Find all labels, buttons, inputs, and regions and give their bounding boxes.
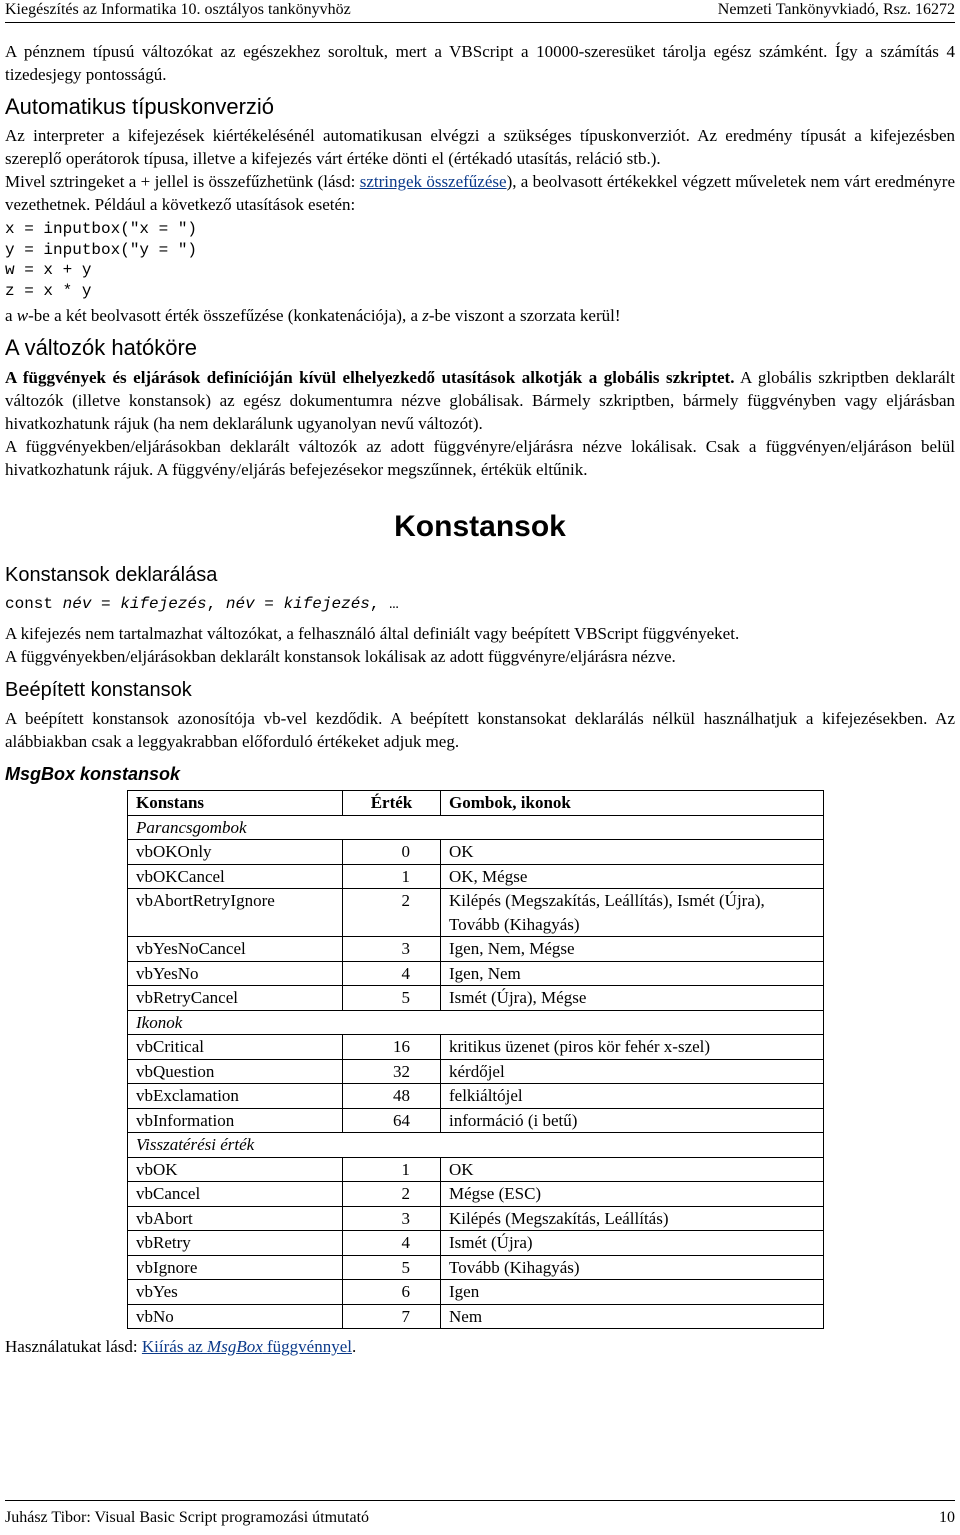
code-placeholder: kifejezés <box>283 595 370 613</box>
link-msgbox[interactable] <box>142 1337 352 1356</box>
constant-name-cell: vbOKOnly <box>128 840 343 865</box>
table-row <box>128 961 824 986</box>
scope-paragraph-1 <box>5 366 955 435</box>
constant-name-cell: vbCancel <box>128 1182 343 1207</box>
constant-name-cell: vbYesNo <box>128 961 343 986</box>
section-title-decl: Konstansok deklarálása <box>5 564 218 586</box>
section-title-auto: Automatikus típuskonverzió <box>5 94 275 119</box>
constant-name-cell: vbAbort <box>128 1206 343 1231</box>
constant-name-cell: vbQuestion <box>128 1059 343 1084</box>
link-text[interactable]: Kiírás az <box>141 1337 208 1356</box>
constant-name-cell: vbCritical <box>128 1035 343 1060</box>
constant-value-cell: 1 <box>343 1157 441 1182</box>
table-group-row <box>128 1133 824 1158</box>
note-var-z: z <box>422 306 429 325</box>
usage-text: Használatukat lásd: <box>5 1337 142 1356</box>
auto-p2-text-end: ), a beolvasott értékekkel végzett műveletek nem várt eredményre vezethetnek. Például a következő utasítások esetén: <box>5 172 955 214</box>
code-line: x = inputbox("x = ") <box>5 220 198 238</box>
constant-desc-cell: OK <box>441 1157 824 1182</box>
table-row <box>128 1182 824 1207</box>
constant-value-cell: 48 <box>343 1084 441 1109</box>
constant-desc-cell: Ismét (Újra) <box>441 1231 824 1256</box>
table-group-row <box>128 815 824 840</box>
constant-value-cell: 32 <box>343 1059 441 1084</box>
code-keyword: const <box>5 595 63 613</box>
constant-value-cell: 16 <box>343 1035 441 1060</box>
table-row <box>128 889 824 937</box>
usage-line <box>5 1335 955 1358</box>
table-row <box>128 1206 824 1231</box>
constant-desc-cell: Kilépés (Megszakítás, Leállítás), Ismét (Újra), Tovább (Kihagyás) <box>441 889 824 937</box>
section-title-builtin: Beépített konstansok <box>5 679 192 701</box>
note-var-w: w <box>16 306 29 325</box>
table-header-cell: Konstans <box>128 791 343 816</box>
table-group-label: Parancsgombok <box>128 815 824 840</box>
auto-p2-text: Mivel sztringeket a + jellel is összefűzhetünk (lásd: <box>5 172 360 191</box>
table-row <box>128 1255 824 1280</box>
footer-left: Juhász Tibor: Visual Basic Script programozási útmutató <box>5 1509 370 1526</box>
table-row <box>128 986 824 1011</box>
code-block <box>5 219 955 301</box>
constant-value-cell: 1 <box>343 864 441 889</box>
page-content <box>5 40 955 1358</box>
table-row <box>128 1280 824 1305</box>
constant-desc-cell: Ismét (Újra), Mégse <box>441 986 824 1011</box>
constant-value-cell: 4 <box>343 961 441 986</box>
constant-value-cell: 2 <box>343 889 441 937</box>
msgbox-title: MsgBox konstansok <box>5 764 181 784</box>
scope-bold: A függvények és eljárások definícióján kívül elhelyezkedő utasítások alkotják a globális szkriptet. <box>5 368 735 387</box>
table-row <box>128 937 824 962</box>
usage-text: . <box>352 1337 357 1356</box>
constant-name-cell: vbIgnore <box>128 1255 343 1280</box>
link-text-italic[interactable]: MsgBox <box>207 1337 263 1356</box>
intro-paragraph: A pénznem típusú változókat az egészekhez soroltuk, mert a VBScript a 10000-szeresüket tárolja egész számként. Így a számítás 4 tizedesjegy pontosságú. <box>5 42 955 84</box>
table-row <box>128 840 824 865</box>
table-group-label: Ikonok <box>128 1010 824 1035</box>
constant-name-cell: vbInformation <box>128 1108 343 1133</box>
table-row <box>128 864 824 889</box>
constant-value-cell: 7 <box>343 1304 441 1329</box>
constant-name-cell: vbYes <box>128 1280 343 1305</box>
code-text: , … <box>369 595 399 613</box>
constant-name-cell: vbAbortRetryIgnore <box>128 889 343 937</box>
constant-value-cell: 5 <box>343 986 441 1011</box>
constant-desc-cell: információ (i betű) <box>441 1108 824 1133</box>
constant-desc-cell: kritikus üzenet (piros kör fehér x-szel) <box>441 1035 824 1060</box>
code-text: , <box>206 595 226 613</box>
constant-value-cell: 4 <box>343 1231 441 1256</box>
note-text: a <box>5 306 17 325</box>
table-row <box>128 1059 824 1084</box>
section-title-scope: A változók hatóköre <box>5 335 198 360</box>
code-line: z = x * y <box>5 281 92 300</box>
table-header-cell: Érték <box>343 791 441 816</box>
constant-name-cell: vbNo <box>128 1304 343 1329</box>
constant-value-cell: 3 <box>343 937 441 962</box>
code-placeholder: név <box>225 595 255 613</box>
constant-desc-cell: Igen, Nem, Mégse <box>441 937 824 962</box>
table-row <box>128 1304 824 1329</box>
constant-desc-cell: kérdőjel <box>441 1059 824 1084</box>
constant-desc-cell: felkiáltójel <box>441 1084 824 1109</box>
decl-paragraph-1: A kifejezés nem tartalmazhat változókat, a felhasználó által definiált vagy beépített VBScript függvényeket. <box>5 624 740 643</box>
constant-name-cell: vbRetryCancel <box>128 986 343 1011</box>
table-row <box>128 1035 824 1060</box>
auto-note <box>5 304 955 327</box>
constant-name-cell: vbOKCancel <box>128 864 343 889</box>
code-line: w = x + y <box>5 261 92 279</box>
table-row <box>128 1084 824 1109</box>
code-placeholder: kifejezés <box>120 595 207 613</box>
scope-paragraph-2: A függvényekben/eljárásokban deklarált változók az adott függvényre/eljárásra nézve lokálisak. Csak a függvényen/eljáráson belül hivatkozhatunk rájuk. A függvény/eljárás befejezésekor megszűnnek, értékük eltűnik. <box>5 437 955 479</box>
link-string-concat[interactable]: sztringek összefűzése <box>359 172 507 191</box>
table-row <box>128 1157 824 1182</box>
note-text: -be a két beolvasott érték összefűzése (konkatenációja), a <box>28 306 423 325</box>
constant-desc-cell: Tovább (Kihagyás) <box>441 1255 824 1280</box>
constant-desc-cell: Igen <box>441 1280 824 1305</box>
constant-name-cell: vbOK <box>128 1157 343 1182</box>
scope-text: A globális szkriptben deklarált változók (illetve konstansok) az egész dokumentumra nézve globálisak. Bármely szkriptben, bármely függvényben vagy eljárásban hivatkozhatunk rájuk (ha nem deklarálunk ugyanolyan nevű változót). <box>5 368 956 433</box>
msgbox-constants-table <box>127 790 824 1329</box>
constant-desc-cell: OK, Mégse <box>441 864 824 889</box>
decl-code <box>5 593 955 615</box>
table-row <box>128 1108 824 1133</box>
constant-desc-cell: Mégse (ESC) <box>441 1182 824 1207</box>
constant-desc-cell: Kilépés (Megszakítás, Leállítás) <box>441 1206 824 1231</box>
page-footer <box>5 1500 955 1529</box>
table-group-row <box>128 1010 824 1035</box>
constant-name-cell: vbRetry <box>128 1231 343 1256</box>
header-left: Kiegészítés az Informatika 10. osztályos tankönyvhöz <box>5 1 351 18</box>
auto-paragraph-2 <box>5 170 955 216</box>
header-right: Nemzeti Tankönyvkiadó, Rsz. 16272 <box>717 1 955 18</box>
table-header-row <box>128 791 824 816</box>
code-text: = <box>91 595 121 613</box>
constant-desc-cell: Nem <box>441 1304 824 1329</box>
code-text: = <box>254 595 284 613</box>
table-header-cell: Gombok, ikonok <box>441 791 824 816</box>
code-placeholder: név <box>62 595 92 613</box>
table-row <box>128 1231 824 1256</box>
page-number: 10 <box>939 1509 955 1526</box>
page-header <box>5 0 955 23</box>
builtin-paragraph: A beépített konstansok azonosítója vb-vel kezdődik. A beépített konstansokat deklarálás nélkül használhatjuk a kifejezésekben. Az alábbiakban csak a leggyakrabban előforduló értékeket adjuk meg. <box>5 709 955 751</box>
constant-value-cell: 2 <box>343 1182 441 1207</box>
constant-value-cell: 5 <box>343 1255 441 1280</box>
constant-value-cell: 0 <box>343 840 441 865</box>
chapter-title-konstansok: Konstansok <box>394 510 566 543</box>
constant-desc-cell: OK <box>441 840 824 865</box>
constant-value-cell: 6 <box>343 1280 441 1305</box>
constant-value-cell: 3 <box>343 1206 441 1231</box>
constant-value-cell: 64 <box>343 1108 441 1133</box>
note-text: -be viszont a szorzata kerül! <box>428 306 621 325</box>
link-text[interactable]: függvénnyel <box>262 1337 352 1356</box>
constant-desc-cell: Igen, Nem <box>441 961 824 986</box>
auto-paragraph-1: Az interpreter a kifejezések kiértékelésénél automatikusan elvégzi a szükséges típuskonverziót. Az eredmény típusát a kifejezésben szereplő operátorok típusa, illetve a kifejezés várt értéke dönti el (értékadó utasítás, reláció stb.). <box>5 126 955 168</box>
constant-name-cell: vbYesNoCancel <box>128 937 343 962</box>
table-group-label: Visszatérési érték <box>128 1133 824 1158</box>
constant-name-cell: vbExclamation <box>128 1084 343 1109</box>
code-line: y = inputbox("y = ") <box>5 240 198 259</box>
decl-paragraph-2: A függvényekben/eljárásokban deklarált konstansok lokálisak az adott függvényre/eljárásra nézve. <box>5 647 676 666</box>
